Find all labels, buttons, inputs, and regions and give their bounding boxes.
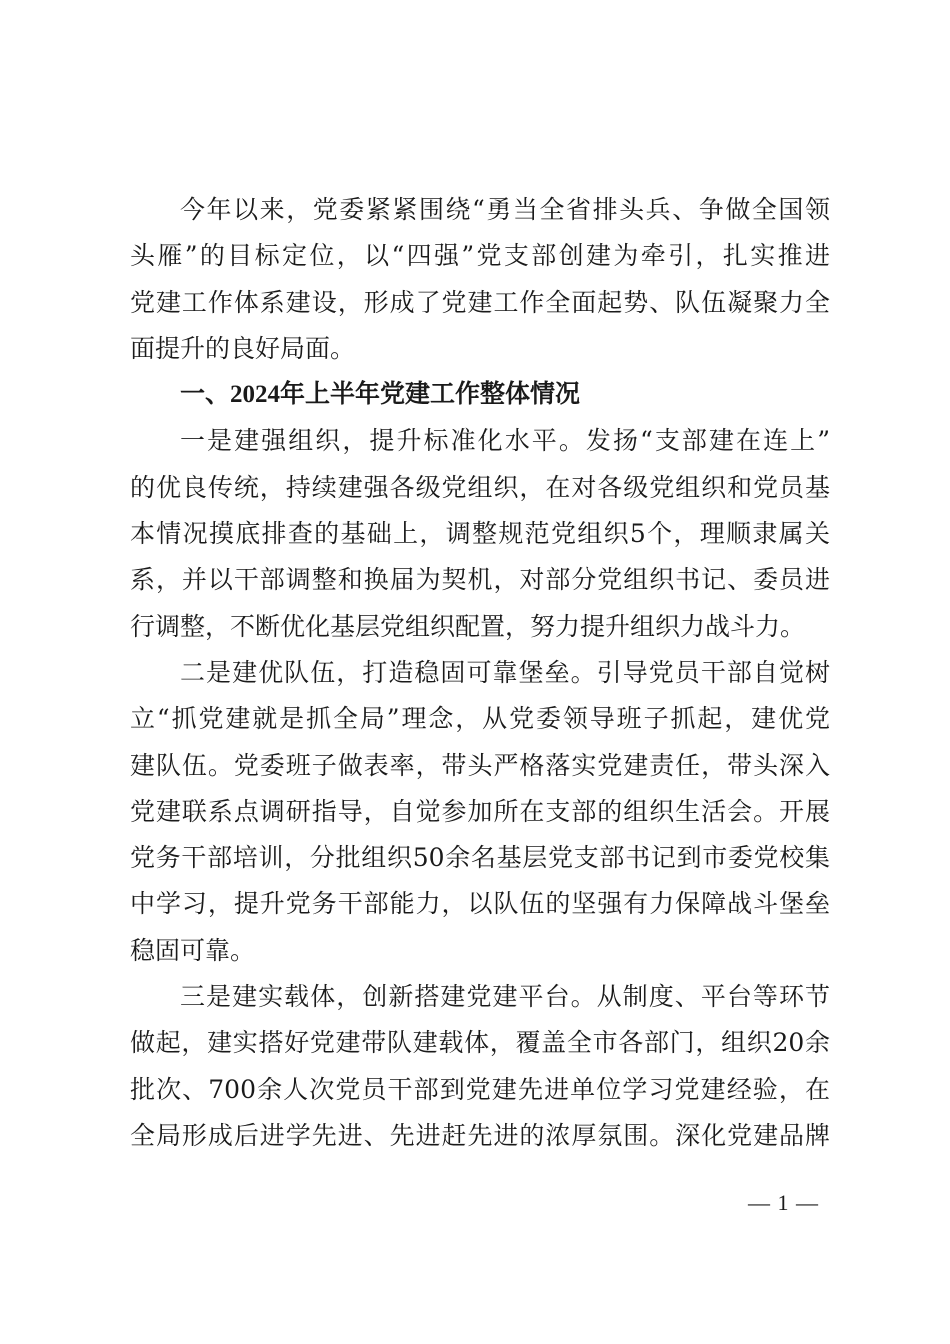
document-body: [130, 187, 830, 1159]
paragraph: [130, 974, 830, 1159]
text-line: 党建联系点调研指导，自觉参加所在支部的组织生活会。开展: [130, 796, 830, 826]
text-line: 的优良传统，持续建强各级党组织，在对各级党组织和党员基: [130, 472, 830, 502]
text-line: 党建工作体系建设，形成了党建工作全面起势、队伍凝聚力全: [130, 287, 830, 317]
text-line: 一是建强组织，提升标准化水平。发扬“支部建在连上”: [180, 426, 830, 456]
text-line: 系，并以干部调整和换届为契机，对部分党组织书记、委员进: [130, 565, 830, 595]
text-line: 立“抓党建就是抓全局”理念，从党委领导班子抓起，建优党: [130, 704, 830, 734]
section-heading: 一、2024年上半年党建工作整体情况: [180, 381, 581, 409]
text-line: 中学习，提升党务干部能力，以队伍的坚强有力保障战斗堡垒: [130, 889, 830, 919]
text-line: 批次、700余人次党员干部到党建先进单位学习党建经验，在: [130, 1074, 830, 1104]
text-line: 面提升的良好局面。: [130, 333, 356, 363]
text-line: 二是建优队伍，打造稳固可靠堡垒。引导党员干部自觉树: [180, 657, 830, 687]
text-line: 行调整，不断优化基层党组织配置，努力提升组织力战斗力。: [130, 611, 806, 641]
text-line: 党务干部培训，分批组织50余名基层党支部书记到市委党校集: [130, 843, 830, 873]
paragraph: [130, 650, 830, 974]
text-line: 全局形成后进学先进、先进赶先进的浓厚氛围。深化党建品牌: [130, 1120, 830, 1150]
text-line: 头雁”的目标定位，以“四强”党支部创建为牵引，扎实推进: [130, 241, 830, 271]
page-number: — 1 —: [748, 1190, 819, 1215]
text-line: 三是建实载体，创新搭建党建平台。从制度、平台等环节: [180, 982, 830, 1012]
paragraph: [130, 418, 830, 649]
paragraph: [130, 187, 830, 372]
text-line: 做起，建实搭好党建带队建载体，覆盖全市各部门，组织20余: [130, 1028, 830, 1058]
text-line: 建队伍。党委班子做表率，带头严格落实党建责任，带头深入: [130, 750, 830, 780]
text-line: 本情况摸底排查的基础上，调整规范党组织5个，理顺隶属关: [130, 519, 830, 549]
text-line: 今年以来，党委紧紧围绕“勇当全省排头兵、争做全国领: [180, 195, 830, 224]
text-line: 稳固可靠。: [130, 935, 256, 965]
